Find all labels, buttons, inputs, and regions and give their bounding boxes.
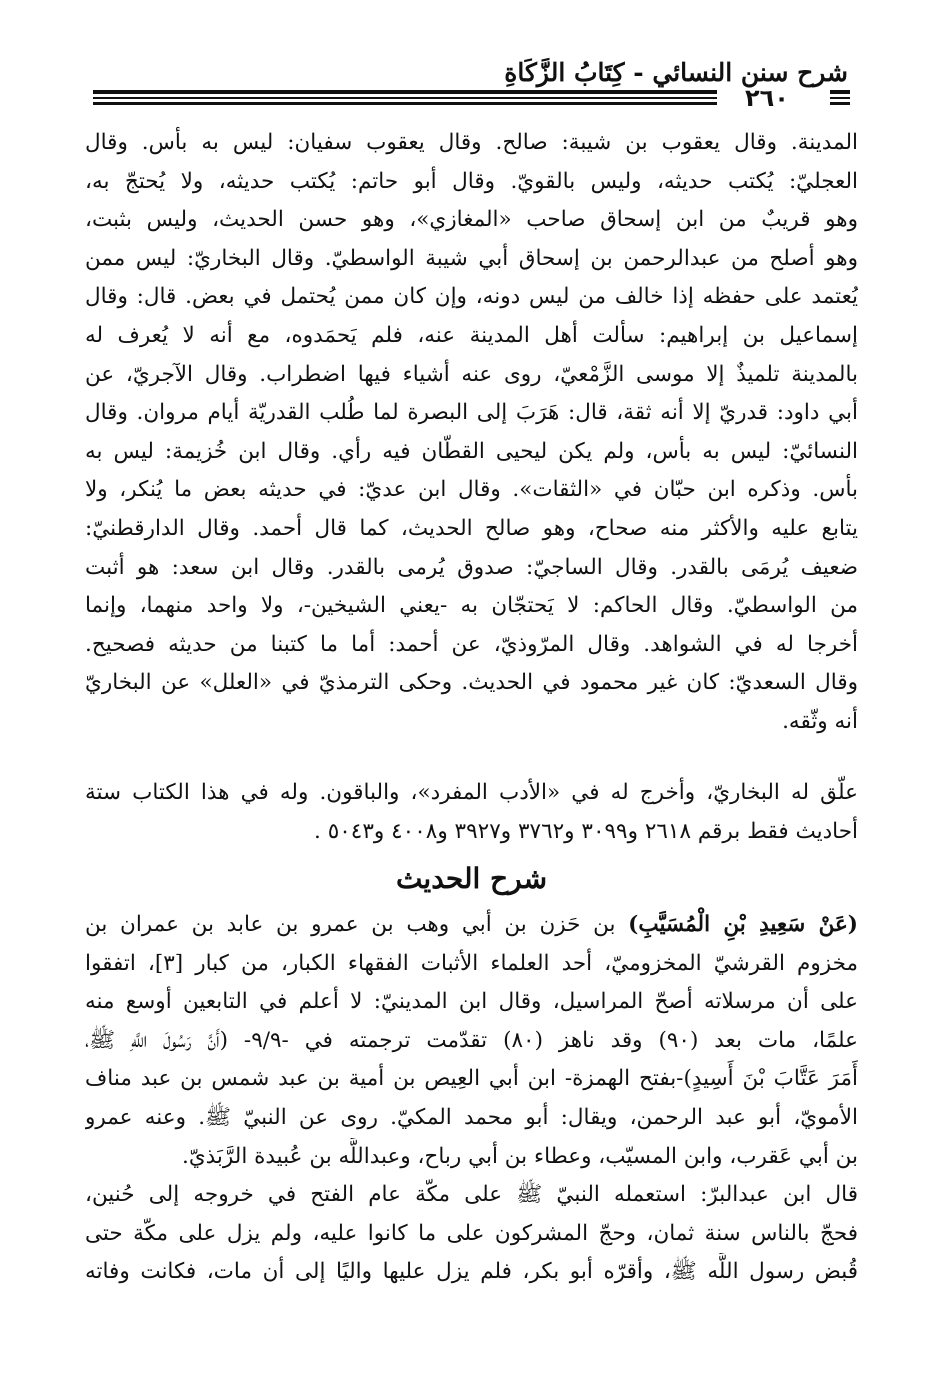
text-line: الأمويّ، أبو عبد الرحمن، ويقال: أبو محمد المكيّ. روى عن النبيّ ﷺ. وعنه عمرو xyxy=(85,1104,858,1130)
text-line xyxy=(85,906,858,945)
book-notes xyxy=(85,774,858,851)
hadith-commentary xyxy=(85,906,858,1292)
narrator-biography xyxy=(85,124,858,742)
text-line: أَمَرَ عَتَّابَ بْنَ أَسِيدٍ)-بفتح الهمزة- ابن أبي العِيص بن أمية بن عبد شمس بن عبد مناف xyxy=(85,1066,858,1092)
text-line: فحجّ بالناس سنة ثمان، وحجّ المشركون على ما كانوا عليه، ولم يزل على مكّة حتى xyxy=(85,1220,858,1246)
text-line: المدينة. وقال يعقوب بن شيبة: صالح. وقال يعقوب سفيان: ليس به بأس. وقال xyxy=(85,130,858,155)
text-line: بأس. وذكره ابن حبّان في «الثقات». وقال ابن عديّ: في حديثه بعض ما يُنكر، ولا xyxy=(85,477,858,503)
text-span: بن حَزن بن أبي وهب بن عمرو بن عابد بن عمران بن xyxy=(85,912,629,937)
text-line: علمًا، مات بعد (٩٠) وقد ناهز (٨٠) تقدّمت ترجمته في -٩/٩- (أَنَّ رَسُولَ اللَّهِ ﷺ، xyxy=(85,1027,858,1053)
text-line: على أن مرسلاته أصحّ المراسيل، وقال ابن المدينيّ: لا أعلم في التابعين أوسع منه xyxy=(85,989,858,1015)
text-line: قُبض رسول اللَّه ﷺ، وأقرّه أبو بكر، فلم يزل عليها واليًا إلى أن مات، فكانت وفاته xyxy=(85,1259,858,1285)
text-line: بالمدينة تلميذٌ إلا موسى الزَّمْعيّ، روى عنه أشياء فيها اضطراب. وقال الآجريّ، عن xyxy=(85,361,858,387)
text-line: وهو قريبٌ من ابن إسحاق صاحب «المغازي»، وهو حسن الحديث، وليس بثبت، xyxy=(85,207,858,233)
hadith-lead: (عَنْ سَعِيدِ بْنِ الْمُسَيَّبِ) xyxy=(628,912,858,937)
section-title: شرح الحديث xyxy=(395,862,548,895)
text-line: يُعتمد على حفظه إذا خالف من ليس دونه، وإن كان ممن يُحتمل في بعض. قال: وقال xyxy=(85,284,858,310)
text-line: أحاديث فقط برقم ٢٦١٨ و٣٠٩٩ و٣٧٦٢ و٣٩٢٧ و٤٠٠٨ و٥٠٤٣ . xyxy=(314,818,858,844)
text-line: وهو أصلح من عبدالرحمن بن إسحاق أبي شيبة الواسطيّ. وقال البخاريّ: ليس ممن xyxy=(85,245,858,271)
running-title: شرح سنن النسائي - كِتَابُ الزَّكَاةِ xyxy=(504,58,848,87)
text-line: النسائيّ: ليس به بأس، ولم يكن ليحيى القطّان فيه رأي. وقال ابن خُزيمة: ليس به xyxy=(85,438,858,464)
text-line: مخزوم القرشيّ المخزوميّ، أحد العلماء الأثبات الفقهاء الكبار، من كبار [٣]، اتفقوا xyxy=(85,950,858,976)
text-line: إسماعيل بن إبراهيم: سألت أهل المدينة عنه، فلم يَحمَدوه، مع أنه لا يُعرف له xyxy=(85,322,858,348)
header-rule-short xyxy=(830,90,850,105)
text-line: وقال السعديّ: كان غير محمود في الحديث. وحكى الترمذيّ في «العلل» عن البخاريّ xyxy=(85,670,858,696)
text-line: أخرجا له في الشواهد. وقال المرّوذيّ، عن أحمد: أما ما كتبنا من حديثه فصحيح. xyxy=(85,631,858,657)
text-line: أنه وثّقه. xyxy=(782,708,858,734)
text-line: من الواسطيّ. وقال الحاكم: لا يَحتجّان به -يعني الشيخين-، ولا واحد منهما، وإنما xyxy=(85,593,858,619)
text-line: أبي داود: قدريّ إلا أنه ثقة، قال: هَرَبَ إلى البصرة لما طُلب القدريّة أيام مروان. وقال xyxy=(85,400,858,426)
text-line: يتابع عليه والأكثر منه صحاح، وهو صالح الحديث، كما قال أحمد. وقال الدارقطنيّ: xyxy=(85,515,858,541)
text-line: علّق له البخاريّ، وأخرج له في «الأدب المفرد»، والباقون. وله في هذا الكتاب ستة xyxy=(85,780,858,805)
text-line: ضعيف يُرمَى بالقدر. وقال الساجيّ: صدوق يُرمى بالقدر. وقال ابن سعد: هو أثبت xyxy=(85,554,858,580)
text-line: بن أبي عَقرب، وابن المسيّب، وعطاء بن أبي رباح، وعبداللَّه بن عُبيدة الرَّبَذيّ. xyxy=(181,1143,858,1169)
text-line: العجليّ: يُكتب حديثه، وليس بالقويّ. وقال أبو حاتم: يُكتب حديثه، ولا يُحتجّ به، xyxy=(85,168,858,194)
text-line: قال ابن عبدالبرّ: استعمله النبيّ ﷺ على مكّة عام الفتح في خروجه إلى حُنين، xyxy=(85,1182,858,1208)
header-rule xyxy=(93,90,717,105)
page-number: ٢٦٠ xyxy=(745,84,789,112)
